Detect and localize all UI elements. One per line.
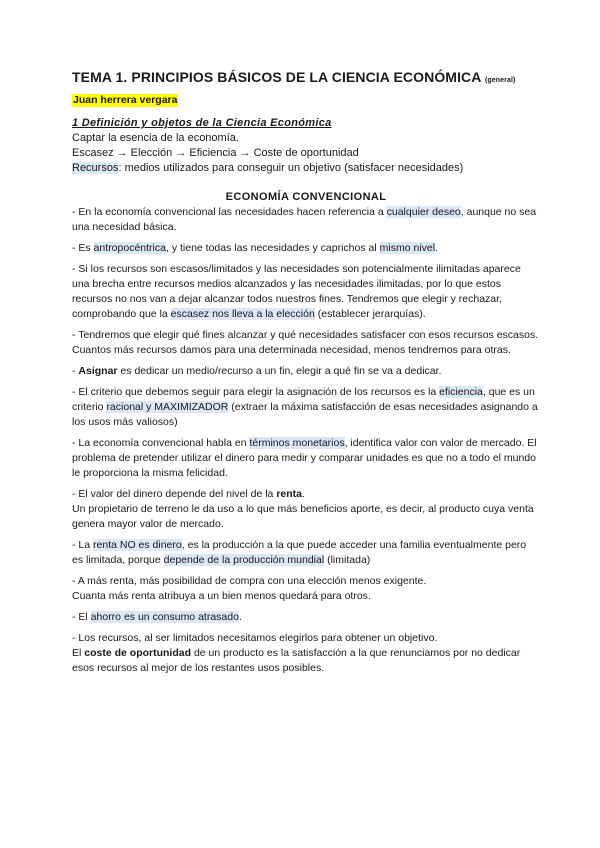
highlight: racional y MAXIMIZADOR — [106, 401, 229, 413]
section1-line: Recursos: medios utilizados para conseguir un objetivo (satisfacer necesidades) — [72, 162, 464, 174]
highlight: ahorro es un consumo atrasado — [90, 611, 239, 623]
author-name: Juan herrera vergara — [73, 94, 178, 106]
highlight: depende de la producción mundial — [163, 554, 325, 566]
section1-line: Captar la esencia de la economía. — [72, 132, 239, 144]
paragraph: - El valor del dinero depende del nivel de la renta. Un propietario de terreno le da uso a lo que más beneficios aporte, es decir, al producto cuya venta genera mayor valor de mercado. — [72, 488, 534, 530]
highlight: eficiencia — [439, 386, 483, 398]
section1-line: Escasez → Elección → Eficiencia → Coste de oportunidad — [72, 147, 359, 159]
highlight: escasez nos lleva a la elección — [170, 308, 315, 320]
paragraph: - Los recursos, al ser limitados necesitamos elegirlos para obtener un objetivo. El coste de oportunidad de un producto es la satisfacción a la que renunciamos por no dedicar esos recursos al mejor de los restantes usos posibles. — [72, 632, 521, 674]
paragraph: - El ahorro es un consumo atrasado. — [72, 611, 242, 623]
paragraph: - La renta NO es dinero, es la producción a la que puede acceder una familia eventualmente pero es limitada, porque depende de la producción mundial (limitada) — [72, 539, 527, 566]
section-heading-economia-convencional: ECONOMÍA CONVENCIONAL — [225, 191, 387, 203]
title-note: (general) — [484, 77, 516, 84]
paragraph: - A más renta, más posibilidad de compra con una elección menos exigente. Cuanta más renta atribuya a un bien menos quedará para otros. — [72, 575, 427, 602]
document-title: TEMA 1. PRINCIPIOS BÁSICOS DE LA CIENCIA ECONÓMICA (general) — [72, 69, 516, 85]
highlight: Recursos — [72, 162, 119, 174]
paragraph: - Si los recursos son escasos/limitados y las necesidades son potencialmente ilimitadas aparece una brecha entre recursos medios alcanzados y las necesidades ilimitadas, por lo que estos recursos no nos van a dejar alcanzar todos nuestros fines. Tendremos que elegir y rechazar, comprobando que la escasez nos lleva a la elección (establecer jerarquías). — [72, 263, 521, 320]
paragraph: - El criterio que debemos seguir para elegir la asignación de los recursos es la eficiencia, que es un criterio racional y MAXIMIZADOR (extraer la máxima satisfacción de esas necesidades asignando a los usos más valiosos) — [72, 386, 538, 428]
paragraph: - En la economía convencional las necesidades hacen referencia a cualquier deseo, aunque no sea una necesidad básica. — [72, 206, 537, 233]
paragraph: - Tendremos que elegir qué fines alcanzar y qué necesidades satisfacer con esos recursos escasos. Cuantos más recursos damos para una determinada necesidad, menos tendremos para otras. — [72, 329, 539, 356]
paragraph: - La economía convencional habla en términos monetarios, identifica valor con valor de mercado. El problema de pretender utilizar el dinero para medir y comparar unidades es que no a todo el mundo le proporciona la misma felicidad. — [72, 437, 537, 479]
highlight: términos monetarios — [249, 437, 345, 449]
paragraph: - Asignar es dedicar un medio/recurso a un fin, elegir a qué fin se va a dedicar. — [72, 365, 442, 377]
highlight: renta NO es dinero — [93, 539, 182, 551]
paragraph: - Es antropocéntrica, y tiene todas las necesidades y caprichos al mismo nivel. — [72, 242, 438, 254]
highlight: antropocéntrica — [93, 242, 166, 254]
highlight: mismo nivel — [379, 242, 436, 254]
highlight: cualquier deseo — [386, 206, 461, 218]
section-heading-definicion: 1 Definición y objetos de la Ciencia Económica — [72, 117, 332, 129]
